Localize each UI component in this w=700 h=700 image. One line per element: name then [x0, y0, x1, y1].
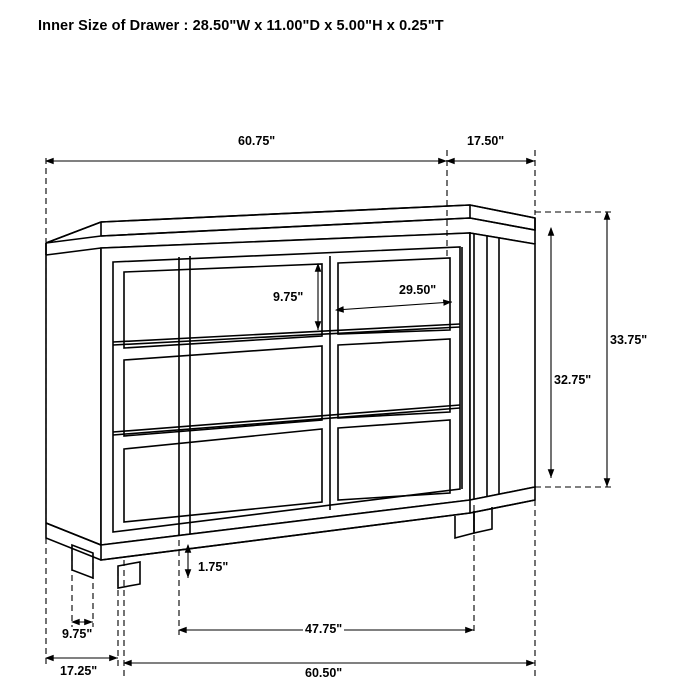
dim-label-foot-offset: 9.75" [62, 627, 93, 641]
dim-label-drawer-width: 29.50" [399, 283, 437, 297]
dim-label-leg-height: 1.75" [198, 560, 229, 574]
dim-label-top-width-side: 17.50" [467, 134, 505, 148]
dim-label-top-width-front: 60.75" [238, 134, 276, 148]
dim-label-base-offset: 17.25" [60, 664, 98, 678]
dim-label-drawer-height: 9.75" [273, 290, 304, 304]
dim-label-overall-height: 33.75" [610, 333, 648, 347]
dresser-body [46, 205, 535, 588]
dim-label-base-inner-width: 47.75" [305, 622, 343, 636]
dim-label-base-width: 60.50" [305, 666, 343, 680]
dim-label-cabinet-height: 32.75" [554, 373, 592, 387]
page-title: Inner Size of Drawer : 28.50"W x 11.00"D x 5.00"H x 0.25"T [38, 18, 444, 34]
